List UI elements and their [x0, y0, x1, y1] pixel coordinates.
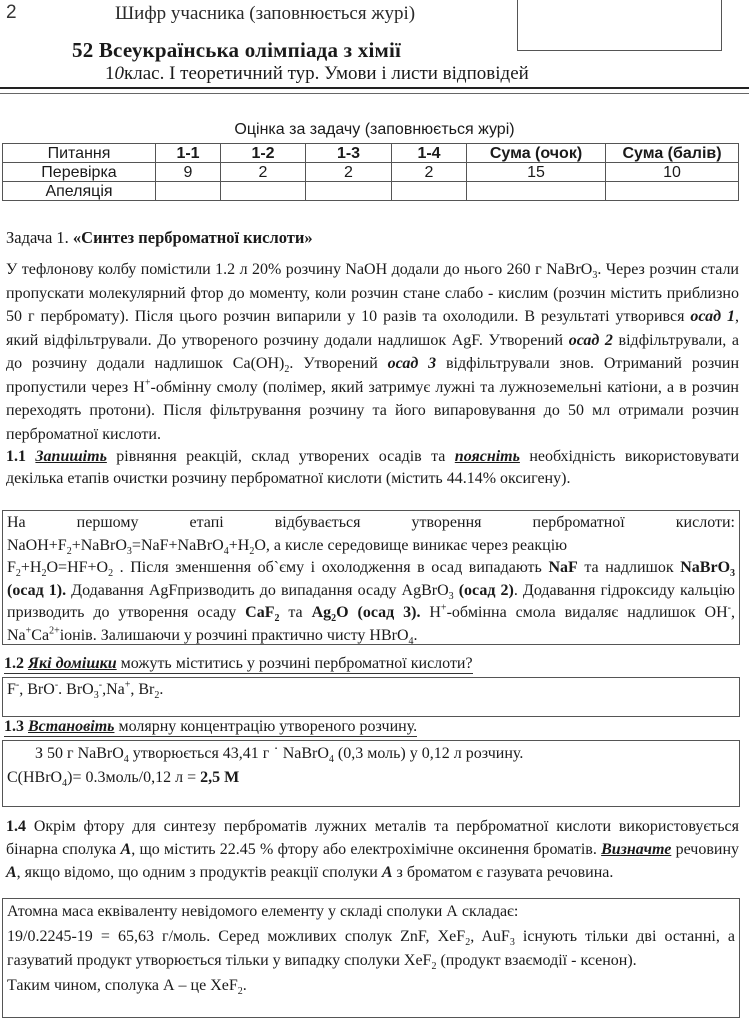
answer-text: . Додавання гідроксиду кальцію призводить до утворення осаду	[7, 581, 735, 621]
score-table-header-row	[3, 144, 739, 163]
intro-text: . Утворений	[289, 355, 388, 372]
eq-part: O (осад 3).	[336, 604, 421, 621]
answer-part: C(HBrO	[7, 769, 63, 786]
eq-sub: 3	[448, 590, 454, 602]
answer-text: -обмінна смола видаляє надлишок OH	[446, 604, 728, 621]
question-keyword: Запишіть	[35, 448, 107, 465]
answer-bold: NaF	[548, 559, 578, 576]
score-cell[interactable]: 9	[156, 163, 221, 182]
question-number: 1.2	[4, 655, 28, 672]
score-cell[interactable]	[306, 182, 392, 201]
score-cell[interactable]	[221, 182, 306, 201]
eq-part: =NaF+NaBrO	[131, 536, 224, 554]
intro-sub: 3	[592, 270, 598, 282]
answer-part: 19/0.2245-19 = 65,63 г/моль. Серед можливих сполук ZnF, XeF	[7, 927, 466, 945]
answer-text: . Після зменшення об`єму і охолодження в осад випадають	[113, 559, 549, 576]
table-row	[3, 163, 739, 182]
intro-text: відфільтрували знов. Отриманий розчин пропустили через H	[6, 355, 739, 396]
answer-text: Ca	[31, 626, 50, 644]
question-text: , що містить 22.45 % фтору або електрохімічне оксинення броматів.	[131, 841, 602, 858]
eq-part: (осад 1).	[7, 581, 67, 599]
task-title-name: «Синтез перброматної кислоти»	[72, 228, 313, 247]
eq-part: +H	[228, 536, 250, 554]
score-cell[interactable]	[156, 182, 221, 201]
question-keyword: Які домішки	[28, 655, 117, 672]
eq-part: F	[7, 559, 16, 576]
answer-part: .	[159, 681, 164, 698]
table-row	[3, 182, 739, 201]
score-table	[2, 143, 739, 201]
answer-box-1-2[interactable]	[2, 677, 740, 717]
score-cell[interactable]	[606, 182, 739, 201]
eq-sup: -	[15, 679, 20, 691]
eq-part: +NaBrO	[71, 536, 127, 554]
score-cell[interactable]	[467, 182, 606, 201]
answer-text: та надлишок	[577, 559, 681, 576]
row-label: Апеляція	[3, 182, 156, 201]
eq-sub: 2	[431, 961, 437, 973]
answer-part: З 50 г NaBrO	[35, 745, 124, 762]
cipher-input-box[interactable]	[517, 0, 722, 51]
question-text: необхідність використовувати декілька етапів очистки розчину перброматної кислоти (містить 44.14% оксигену).	[6, 448, 740, 487]
score-cell[interactable]: 2	[221, 163, 306, 182]
eq-sub: 3	[509, 936, 515, 948]
answer-part: , Br	[130, 681, 155, 698]
question-1-4	[6, 815, 739, 884]
header-cell: 1-1	[156, 144, 221, 163]
eq-sub: 2	[154, 690, 160, 702]
answer-line: Атомна маса еквіваленту невідомого елементу у складі сполуки А складає:	[7, 903, 519, 920]
grade-subtitle	[105, 63, 529, 85]
task-title-prefix: Задача 1.	[6, 228, 73, 247]
eq-part: O=HF+O	[46, 559, 109, 576]
eq-sub: 4	[408, 635, 414, 647]
score-cell[interactable]: 15	[467, 163, 606, 182]
compound-a: A	[6, 864, 17, 881]
answer-box-1-1[interactable]	[2, 510, 740, 645]
score-cell[interactable]: 2	[306, 163, 392, 182]
question-text: рівняння реакцій, склад утворених осадів та	[106, 448, 455, 465]
eq-part: NaOH+F	[7, 536, 67, 554]
answer-text: іонів. Залишаючи у розчині практично чисту HBrO	[59, 626, 409, 644]
intro-text: відфільтрували, а до розчину додали надлишок Ca(OH)	[6, 331, 740, 372]
intro-text: . Через розчин стали пропускати молекулярний фтор до моменту, коли розчин стане слабо - кислим (розчин містить приблизно 50 г пербромату). Після цього розчин випарили у 10 разів та охолодили. В результаті утворився	[6, 261, 739, 325]
eq-sub: 2	[465, 936, 471, 948]
question-number: 1.1	[6, 448, 36, 465]
intro-text: У тефлонову колбу помістили 1.2 л 20% розчину NaOH додали до нього 260 г NaBrO	[6, 261, 593, 278]
intro-text: , який відфільтрували. До утвореного розчину додали надлишок AgF. Утворений	[6, 308, 740, 349]
answer-box-1-3[interactable]	[2, 740, 740, 807]
answer-text: H	[420, 604, 441, 621]
eq-part: +H	[20, 559, 42, 576]
header-rule-thin	[0, 93, 749, 94]
answer-line	[7, 766, 735, 790]
olympiad-title: 52 Всеукраїнська олімпіада з хімії	[72, 38, 402, 62]
eq-sub: 2	[274, 613, 280, 625]
grade-prefix: 1	[105, 63, 115, 84]
eq-sup: +	[440, 602, 447, 614]
eq-sub: 2	[237, 985, 243, 997]
answer-text: , Na	[7, 604, 735, 644]
eq-sub: 4	[223, 545, 229, 557]
answer-part: існують тільки дві останні, а газуватий продукт утворюється тільки у випадку сполуки XeF	[7, 927, 736, 969]
eq-sub: 2	[249, 545, 255, 557]
answer-line	[7, 974, 735, 999]
score-title-main: Оцінка за задачу	[234, 121, 361, 138]
answer-bold	[311, 604, 421, 625]
score-table-title	[0, 121, 749, 139]
eq-sub: 2	[66, 545, 72, 557]
question-1-3	[4, 718, 417, 737]
compound-a: A	[381, 864, 393, 881]
eq-sup: 2+	[49, 625, 60, 637]
answer-line	[7, 925, 735, 974]
eq-part: O,	[254, 536, 270, 554]
eq-part: CaF	[245, 604, 275, 621]
eq-sup: -	[98, 679, 103, 691]
answer-part: .	[242, 976, 247, 994]
eq-sub: 2	[41, 568, 47, 580]
eq-sub: 3	[93, 690, 99, 702]
answer-result: 2,5 M	[200, 769, 240, 786]
task-intro	[6, 258, 739, 446]
answer-part: (0,3 моль) у 0,12 л розчину.	[333, 745, 524, 762]
cipher-label: Шифр учасника (заповнюється журі)	[115, 3, 416, 24]
eq-sub: 4	[328, 754, 334, 766]
answer-bold	[245, 604, 280, 625]
answer-bold: (осад 2)	[453, 581, 514, 599]
precipitate-3: осад 3	[387, 355, 437, 372]
eq-sup: +	[25, 625, 32, 637]
grade-handwritten-mark: 0	[114, 63, 124, 84]
compound-a: A	[120, 841, 132, 858]
score-cell[interactable]	[392, 182, 467, 201]
question-keyword: поясніть	[454, 448, 520, 465]
answer-text: та	[279, 604, 312, 621]
eq-sub: 4	[123, 754, 129, 766]
question-text: молярну концентрацію утвореного розчину.	[114, 718, 418, 735]
answer-part: , AuF	[470, 927, 510, 945]
eq-sub: 3	[730, 568, 736, 580]
answer-line: На першому етапі відбувається утворення перброматної кислоти:	[7, 514, 735, 531]
question-number: 1.3	[4, 718, 28, 735]
page-number: 2	[6, 2, 17, 23]
precipitate-1: осад 1	[690, 308, 736, 325]
subtitle-text: клас. І теоретичний тур. Умови і листи відповідей	[124, 63, 529, 84]
eq-sub: 4	[62, 778, 68, 790]
score-title-note: (заповнюється журі)	[360, 121, 515, 138]
answer-box-1-4[interactable]	[2, 898, 740, 1018]
question-keyword: Визначте	[601, 841, 672, 858]
eq-sub: 2	[108, 568, 114, 580]
eq-sub: 2	[15, 568, 21, 580]
answer-part: ,Na	[102, 681, 125, 698]
answer-part: , BrO	[19, 681, 55, 698]
intro-sub: 2	[284, 364, 290, 376]
eq-sup: -	[54, 679, 59, 691]
header-cell: 1-4	[392, 144, 467, 163]
question-1-1	[6, 446, 739, 490]
answer-part: )= 0.3моль/0,12 л =	[67, 769, 201, 786]
eq-part: NaBrO	[680, 559, 731, 576]
question-text: можуть міститись у розчині перброматної кислоти?	[116, 655, 473, 672]
answer-line	[7, 742, 735, 766]
intro-text: -обмінну смолу (полімер, який затримує лужні та лужноземельні катіони, а в розчин переходять протони). Після фільтрування розчину та його випаровування до 50 мл отримали розчин перброматної кислоти.	[6, 378, 739, 443]
score-cell[interactable]: 10	[606, 163, 739, 182]
header-rule	[0, 87, 749, 89]
answer-part: (продукт взаємодії - ксенон).	[436, 952, 637, 969]
question-text: , якщо відомо, що одним з продуктів реакції сполуки	[16, 864, 382, 881]
precipitate-2: осад 2	[568, 331, 613, 349]
intro-sup: +	[144, 377, 151, 389]
question-number: 1.4	[6, 818, 26, 835]
header-cell: Сума (балів)	[606, 144, 739, 163]
answer-line	[7, 535, 735, 648]
header-cell: Сума (очок)	[467, 144, 606, 163]
row-label: Перевірка	[3, 163, 156, 182]
eq-sub: 3	[126, 545, 132, 557]
answer-part: Таким чином, сполука А – це XeF	[7, 976, 238, 994]
header-cell: 1-3	[306, 144, 392, 163]
eq-sup: +	[124, 679, 131, 691]
answer-text: .	[413, 626, 418, 644]
eq-part: Ag	[311, 604, 332, 621]
answer-part: . BrO	[58, 681, 94, 698]
question-text: з броматом є газувата речовина.	[392, 864, 614, 881]
answer-part: F	[7, 681, 16, 698]
question-text: речовину	[671, 841, 740, 858]
header-cell: Питання	[3, 144, 156, 163]
header-cell: 1-2	[221, 144, 306, 163]
eq-sup: -	[727, 602, 731, 614]
score-cell[interactable]: 2	[392, 163, 467, 182]
question-text: Окрім фтору для синтезу перброматів лужних металів та перброматної кислоти використовується бінарна сполука	[6, 818, 739, 858]
answer-part: утворюється 43,41 г ˙ NaBrO	[128, 745, 329, 762]
answer-text: а кисле середовище виникає через реакцію	[269, 536, 568, 554]
question-keyword: Встановіть	[28, 718, 115, 735]
question-1-2	[4, 655, 473, 674]
answer-text: Додавання AgFпризводить до випадання осаду AgBrO	[66, 581, 449, 599]
eq-sub: 2	[331, 613, 337, 625]
task-title	[6, 228, 313, 248]
